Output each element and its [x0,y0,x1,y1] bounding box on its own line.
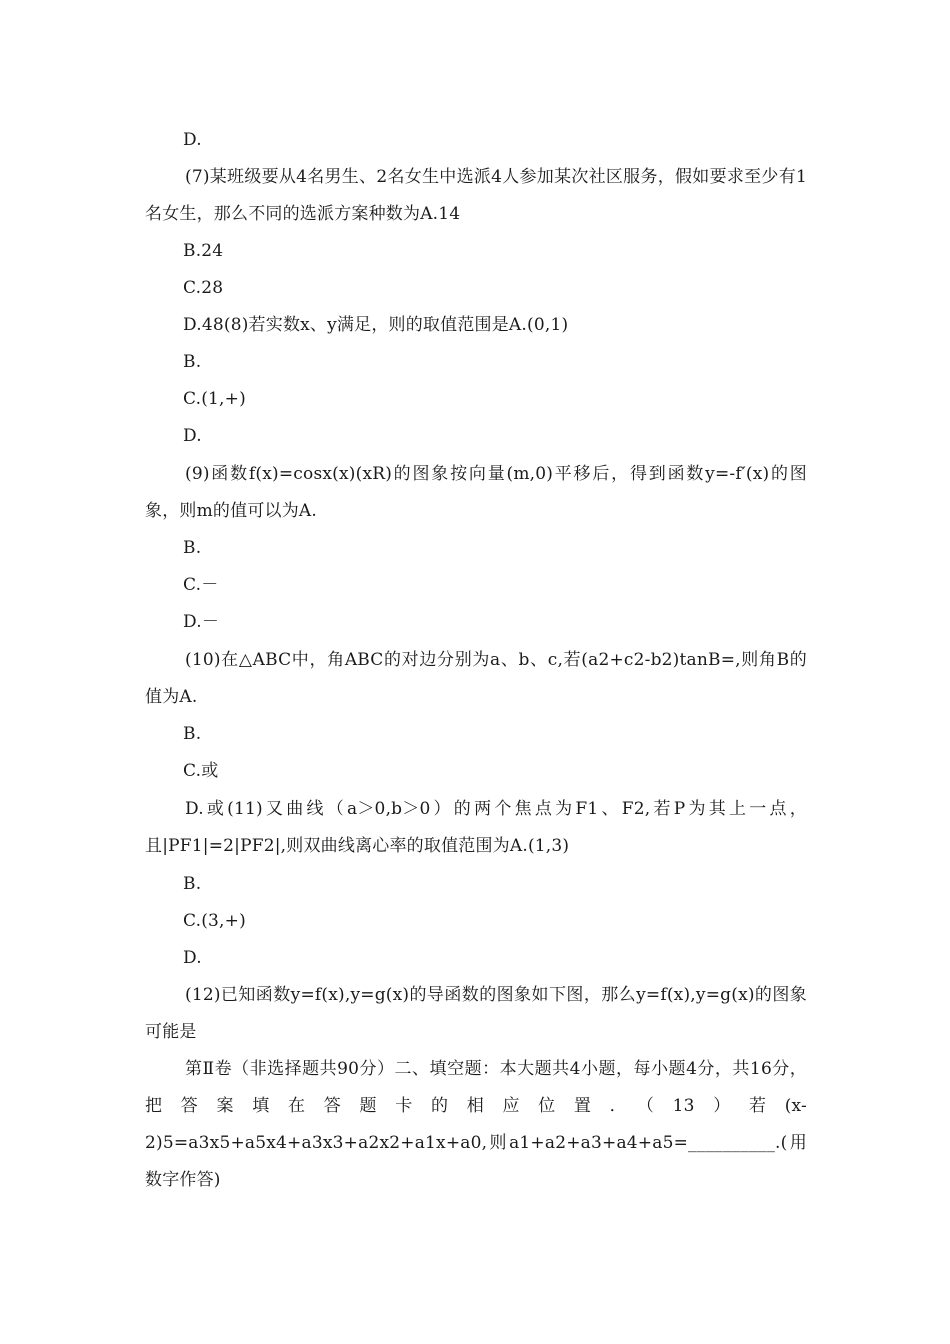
option-b-8: B. [183,352,202,372]
question-8: D.48(8)若实数x、y满足，则的取值范围是A.(0,1) [183,315,569,335]
option-d-9: D.－ [183,612,220,632]
option-d-8: D. [183,426,202,446]
option-b-10: B. [183,724,202,744]
option-c-8: C.(1,+) [183,389,246,409]
question-10: (10)在△ABC中，角ABC的对边分别为a、b、c,若(a2+c2-b2)tanB=,则角B的值为A. [145,650,807,707]
option-c-7: C.28 [183,278,224,298]
question-9: (9)函数f(x)=cosx(x)(xR)的图象按向量(m,0)平移后，得到函数y=-f′(x)的图象，则m的值可以为A. [145,464,807,521]
question-11: D.或(11)又曲线（a＞0,b＞0）的两个焦点为F1、F2,若P为其上一点，且|PF1|=2|PF2|,则双曲线离心率的取值范围为A.(1,3) [145,799,807,856]
option-b-7: B.24 [183,241,224,261]
option-c-9: C.－ [183,575,219,595]
question-7: (7)某班级要从4名男生、2名女生中选派4人参加某次社区服务，假如要求至少有1名女生，那么不同的选派方案种数为A.14 [145,167,807,224]
option-d-6: D. [183,130,202,150]
option-b-11: B. [183,874,202,894]
option-b-9: B. [183,538,202,558]
question-12: (12)已知函数y=f(x),y=g(x)的导函数的图象如下图，那么y=f(x),y=g(x)的图象可能是 [145,985,807,1042]
section-2-fill-in: 第Ⅱ卷（非选择题共90分）二、填空题：本大题共4小题，每小题4分，共16分，把答案填在答题卡的相应位置．（13）若(x-2)5=a3x5+a5x4+a3x3+a2x2+a1x+a0,则a1+a2+a3+a4+a5=__________.(用数字作答) [145,1059,807,1190]
option-d-11: D. [183,948,202,968]
option-c-11: C.(3,+) [183,911,246,931]
option-c-10: C.或 [183,761,219,781]
